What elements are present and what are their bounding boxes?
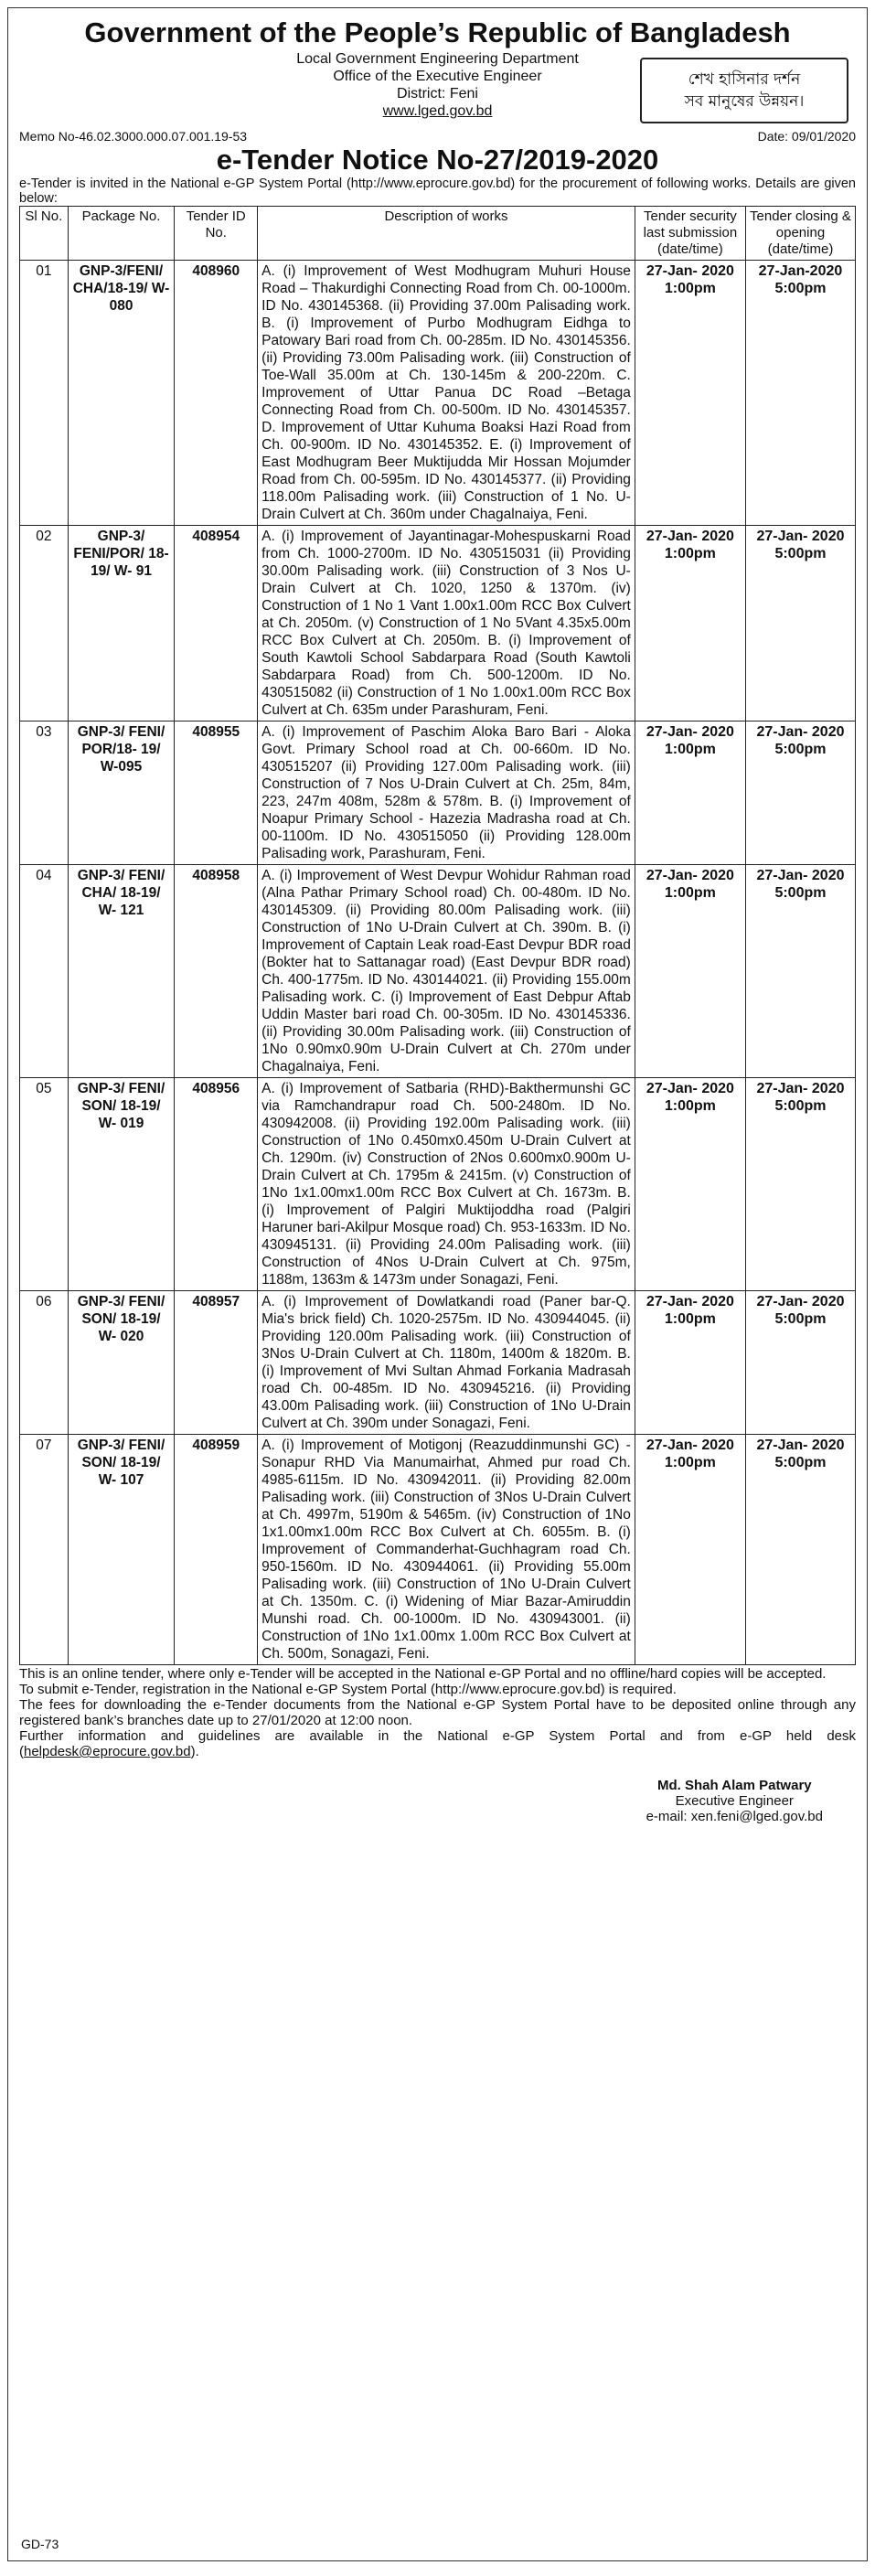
cell-package: GNP-3/ FENI/ SON/ 18-19/ W- 019: [68, 1078, 175, 1291]
cell-sl: 02: [20, 526, 69, 721]
email-label: e-mail:: [646, 1809, 691, 1824]
memo-row: [19, 129, 856, 144]
signatory-email: [646, 1809, 823, 1824]
cell-security: 27-Jan- 2020 1:00pm: [635, 1435, 745, 1665]
table-header-row: [20, 207, 856, 261]
cell-description: A. (i) Improvement of Paschim Aloka Baro Bari - Aloka Govt. Primary School road at Ch. 00-660m. ID No. 430515207 (ii) Providing 127.00m Palisading work. (iii) Construction of 7 Nos U-Drain Culvert at Ch. 25m, 84m, 223, 247m 408m, 528m & 578m. B. (i) Improvement of Noapur Primary School - Hazezia Madrasha road at Ch. 00-1100m. ID No. 430515050 (ii) Providing 128.00m Palisading work, Parashuram, Feni.: [258, 721, 635, 865]
table-row: [20, 1078, 856, 1291]
cell-security: 27-Jan- 2020 1:00pm: [635, 526, 745, 721]
cell-security: 27-Jan- 2020 1:00pm: [635, 1078, 745, 1291]
cell-tender-id: 408954: [175, 526, 258, 721]
cell-sl: 06: [20, 1291, 69, 1435]
memo-number: Memo No-46.02.3000.000.07.001.19-53: [19, 129, 248, 144]
district-name: District: Feni: [397, 86, 478, 102]
signatory-designation: Executive Engineer: [675, 1793, 794, 1809]
cell-tender-id: 408960: [175, 261, 258, 526]
signatory-name: Md. Shah Alam Patwary: [656, 1778, 812, 1793]
cell-package: GNP-3/FENI/ CHA/18-19/ W-080: [68, 261, 175, 526]
motto-box: [640, 58, 848, 123]
tender-table: [19, 206, 856, 1665]
header-tender-id: Tender ID No.: [175, 207, 258, 261]
header-package: Package No.: [68, 207, 175, 261]
cell-sl: 03: [20, 721, 69, 865]
header-sl: Sl No.: [20, 207, 69, 261]
document-code: GD-73: [21, 2537, 59, 2551]
cell-description: A. (i) Improvement of Satbaria (RHD)-Bakthermunshi GC via Ramchandrapur road Ch. 500-2480m. ID No. 430942008. (ii) Providing 192.00m Palisading work. (iii) Construction of 1No 0.450mx0.450m U-Drain Culvert at Ch. 1290m. (iv) Construction of 2Nos 0.600mx0.900m U-Drain Culvert at Ch. 1795m & 2415m. (v) Construction of 1No 1x1.00mx1.00m RCC Box Culvert at Ch. 1673m. B. (i) Improvement of Palgiri Muktijoddha road (Palgiri Haruner bari-Akilpur Mosque road) Ch. 953-1633m. ID No. 430945131. (ii) Providing 24.00m Palisading work. (iii) Construction of 4Nos U-Drain Culvert at Ch. 975m, 1188m, 1363m & 1473m under Sonagazi, Feni.: [258, 1078, 635, 1291]
office-name: Office of the Executive Engineer: [333, 69, 542, 84]
intro-text: e-Tender is invited in the National e-GP System Portal (http://www.eprocure.gov.bd) for the procurement of following works. Details are given below:: [19, 176, 856, 206]
signature-block: [19, 1778, 856, 1824]
cell-tender-id: 408956: [175, 1078, 258, 1291]
footer-line-4-text: Further information and guidelines are available in the National e-GP System Portal and from e-GP held desk (: [19, 1728, 856, 1759]
cell-security: 27-Jan- 2020 1:00pm: [635, 721, 745, 865]
footer-line-1: This is an online tender, where only e-Tender will be accepted in the National e-GP Portal and no offline/hard copies will be accepted.: [19, 1666, 827, 1682]
department-name: Local Government Engineering Department: [296, 51, 579, 67]
cell-package: GNP-3/ FENI/ CHA/ 18-19/ W- 121: [68, 865, 175, 1078]
cell-sl: 01: [20, 261, 69, 526]
cell-package: GNP-3/ FENI/ SON/ 18-19/ W- 107: [68, 1435, 175, 1665]
cell-package: GNP-3/ FENI/ SON/ 18-19/ W- 020: [68, 1291, 175, 1435]
cell-sl: 05: [20, 1078, 69, 1291]
header-description: Description of works: [258, 207, 635, 261]
footer-line-3: The fees for downloading the e-Tender documents from the National e-GP System Portal have to be deposited online through any registered bank’s branches date up to 27/01/2020 at 12:00 noon.: [19, 1697, 856, 1728]
cell-security: 27-Jan- 2020 1:00pm: [635, 261, 745, 526]
cell-security: 27-Jan- 2020 1:00pm: [635, 865, 745, 1078]
cell-tender-id: 408958: [175, 865, 258, 1078]
cell-closing: 27-Jan- 2020 5:00pm: [745, 865, 855, 1078]
notice-title: e-Tender Notice No-27/2019-2020: [216, 144, 659, 176]
motto-line-1: শেখ হাসিনার দর্শন: [688, 70, 801, 89]
table-row: [20, 1291, 856, 1435]
footer-line-4-end: ).: [190, 1744, 199, 1759]
tender-notice-page: [7, 7, 868, 2561]
cell-closing: 27-Jan- 2020 5:00pm: [745, 526, 855, 721]
cell-tender-id: 408955: [175, 721, 258, 865]
cell-closing: 27-Jan-2020 5:00pm: [745, 261, 855, 526]
cell-security: 27-Jan- 2020 1:00pm: [635, 1291, 745, 1435]
helpdesk-email-link[interactable]: helpdesk@eprocure.gov.bd: [24, 1744, 191, 1759]
footer-notes: [19, 1666, 856, 1759]
footer-line-2: To submit e-Tender, registration in the National e-GP System Portal (http://www.eprocure.gov.bd) is required.: [19, 1682, 677, 1697]
header-closing: Tender closing & opening (date/time): [745, 207, 855, 261]
table-row: [20, 865, 856, 1078]
table-row: [20, 261, 856, 526]
header-security: Tender security last submission (date/time): [635, 207, 745, 261]
table-row: [20, 526, 856, 721]
cell-description: A. (i) Improvement of West Devpur Wohidur Rahman road (Alna Pathar Primary School road) Ch. 00-480m. ID No. 430145309. (ii) Providing 80.00m Palisading work. (iii) Construction of 1No U-Drain Culvert at Ch. 390m. B. (i) Improvement of Captain Leak road-East Devpur BDR road (Bokter hat to Sattanagar road) (East Devpur BDR road) Ch. 400-1775m. ID No. 430144021. (ii) Providing 155.00m Palisading work. C. (i) Improvement of East Debpur Aftab Uddin Master bari road Ch. 00-305m. ID No. 430145336. (ii) Providing 30.00m Palisading work. (iii) Construction of 1No 0.90mx0.90m U-Drain Culvert at Ch. 270m under Chagalnaiya, Feni.: [258, 865, 635, 1078]
table-row: [20, 721, 856, 865]
cell-sl: 07: [20, 1435, 69, 1665]
cell-closing: 27-Jan- 2020 5:00pm: [745, 721, 855, 865]
cell-sl: 04: [20, 865, 69, 1078]
motto-line-2: সব মানুষের উন্নয়ন।: [684, 92, 805, 111]
table-row: [20, 1435, 856, 1665]
cell-package: GNP-3/ FENI/POR/ 18-19/ W- 91: [68, 526, 175, 721]
memo-date: Date: 09/01/2020: [757, 129, 856, 144]
cell-description: A. (i) Improvement of Dowlatkandi road (Paner bar-Q. Mia's brick field) Ch. 1020-2575m. ID No. 430944045. (ii) Providing 120.00m Palisading work. (iii) Construction of 3Nos U-Drain Culvert at Ch. 1180m, 1400m & 1820m. B. (i) Improvement of Mvi Sultan Ahmad Forkania Madrasah road Ch. 00-485m. ID No. 430945216. (ii) Providing 43.00m Palisading work. (iii) Construction of 1No U-Drain Culvert at Ch. 390m under Sonagazi, Feni.: [258, 1291, 635, 1435]
cell-package: GNP-3/ FENI/ POR/18- 19/ W-095: [68, 721, 175, 865]
cell-closing: 27-Jan- 2020 5:00pm: [745, 1078, 855, 1291]
cell-tender-id: 408959: [175, 1435, 258, 1665]
signatory-email-link[interactable]: xen.feni@lged.gov.bd: [690, 1809, 823, 1824]
footer-line-4: [19, 1728, 856, 1759]
cell-description: A. (i) Improvement of Jayantinagar-Mohespuskarni Road from Ch. 1000-2700m. ID No. 430515031 (ii) Providing 30.00m Palisading work. (iii) Construction of 3 Nos U-Drain Culvert at Ch. 1020, 1250 & 1370m. (iv) Construction of 1 No 1 Vant 1.00x1.00m RCC Box Culvert at Ch. 2050m. (v) Construction of 1 No 5Vant 4.35x5.00m RCC Box Culvert at Ch. 2050m. B. (i) Improvement of South Kawtoli School Sabdarpara Road (South Kawtoli Sabdarpara Road) from Ch. 500-1200m. ID No. 430515082 (ii) Construction of 1 No 1.00x1.00m RCC Box Culvert at Ch. 635m under Parashuram, Feni.: [258, 526, 635, 721]
website-link[interactable]: www.lged.gov.bd: [382, 103, 493, 119]
cell-tender-id: 408957: [175, 1291, 258, 1435]
government-title: Government of the People’s Republic of Bangladesh: [84, 16, 791, 48]
cell-closing: 27-Jan- 2020 5:00pm: [745, 1291, 855, 1435]
cell-closing: 27-Jan- 2020 5:00pm: [745, 1435, 855, 1665]
cell-description: A. (i) Improvement of West Modhugram Muhuri House Road – Thakurdighi Connecting Road from Ch. 00-1000m. ID No. 430145368. (ii) Providing 37.00m Palisading work. B. (i) Improvement of Purbo Modhugram Eidhga to Patowary Bari road from Ch. 00-285m. ID No. 430145356. (ii) Providing 73.00m Palisading work. (iii) Construction of Toe-Wall 35.00m at Ch. 130-145m & 200-220m. C. Improvement of Uttar Panua DC Road –Betaga Connecting Road from Ch. 00-500m. ID No. 430145357. D. Improvement of Uttar Kuhuma Boaksi Hazi Road from Ch. 00-900m. ID No. 430145352. E. (i) Improvement of East Modhugram Beer Muktijudda Mir Hossan Mojumder Road from Ch. 00-595m. ID No. 430145377. (ii) Providing 118.00m Palisading work. (iii) Construction of 1 No. U-Drain Culvert at Ch. 360m under Chagalnaiya, Feni.: [258, 261, 635, 526]
cell-description: A. (i) Improvement of Motigonj (Reazuddinmunshi GC) -Sonapur RHD Via Manumairhat, Ahmed pur road Ch. 4985-6115m. ID No. 430942011. (ii) Providing 82.00m Palisading work. (iii) Construction of 3Nos U-Drain Culvert at Ch. 4997m, 5190m & 5465m. (iv) Construction of 1No 1x1.00mx1.00m RCC Box Culvert at Ch. 6055m. B. (i) Improvement of Commanderhat-Guchhagram road Ch. 950-1560m. ID No. 430944061. (ii) Providing 55.00m Palisading work. (iii) Construction of 1No U-Drain Culvert at Ch. 1350m. C. (i) Widening of Miar Bazar-Amiruddin Munshi road. Ch. 00-1000m. ID No. 430943001. (ii) Construction of 1No 1x1.00mx 1.00m RCC Box Culvert at Ch. 500m, Sonagazi, Feni.: [258, 1435, 635, 1665]
